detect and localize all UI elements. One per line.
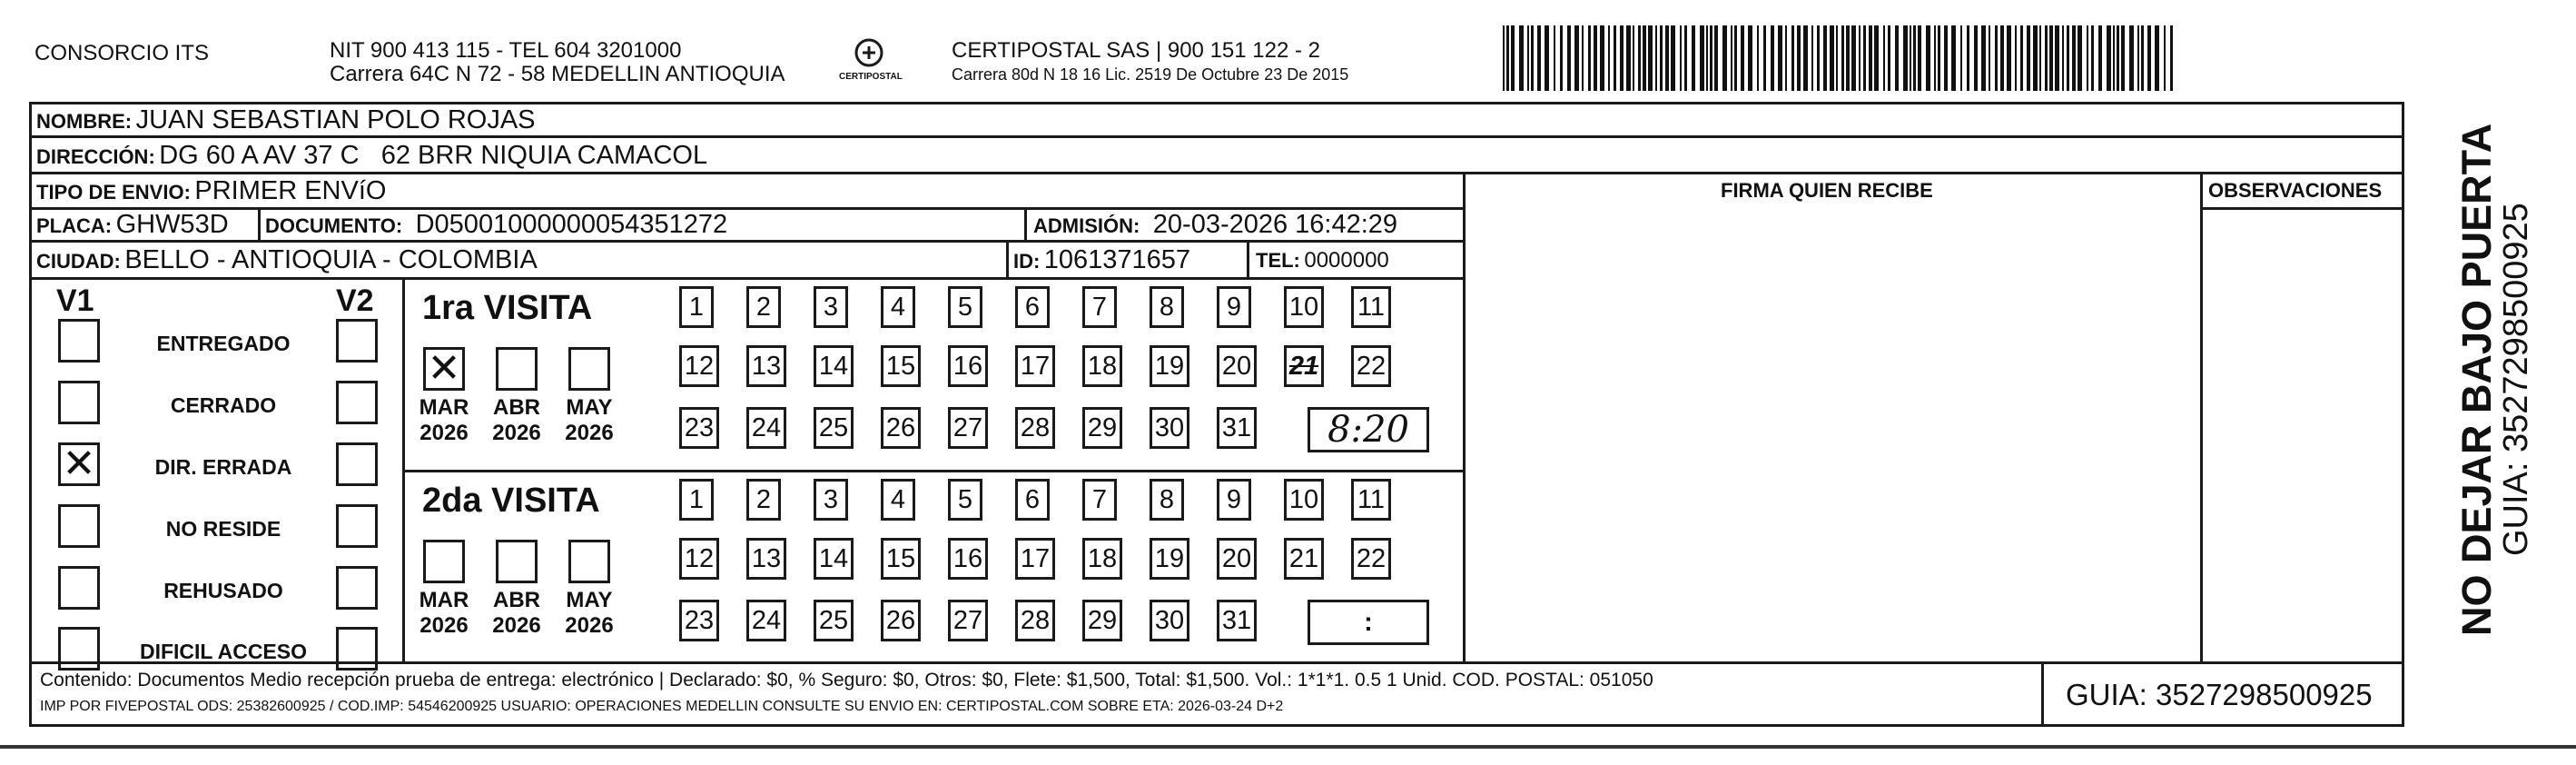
firma-header: FIRMA QUIEN RECIBE bbox=[1721, 179, 1933, 202]
day-box[interactable] bbox=[746, 345, 786, 387]
day-box[interactable] bbox=[948, 407, 988, 449]
month-checkbox[interactable] bbox=[423, 540, 465, 583]
day-number: 4 bbox=[890, 484, 906, 514]
admision-cell bbox=[1033, 212, 1397, 238]
v1-checkbox[interactable] bbox=[58, 319, 100, 363]
v1-checkbox[interactable] bbox=[58, 381, 100, 424]
day-box[interactable] bbox=[814, 286, 848, 328]
day-number: 2 bbox=[755, 484, 772, 514]
v2-checkbox[interactable] bbox=[336, 566, 378, 610]
day-box[interactable] bbox=[746, 538, 786, 580]
nit-line: NIT 900 413 115 - TEL 604 3201000 bbox=[330, 38, 682, 63]
day-number: 30 bbox=[1154, 605, 1185, 635]
day-box[interactable] bbox=[881, 345, 921, 387]
status-option-label: REHUSADO bbox=[163, 579, 283, 602]
documento-label: DOCUMENTO: bbox=[265, 214, 403, 237]
tipo-envio-label: TIPO DE ENVIO: bbox=[36, 181, 191, 204]
v2-header: V2 bbox=[336, 283, 374, 318]
side-guia: GUIA: 3527298500925 bbox=[2497, 203, 2535, 556]
v1-checkbox[interactable] bbox=[58, 627, 100, 671]
admision-value: 20-03-2026 16:42:29 bbox=[1152, 210, 1398, 239]
day-number: 19 bbox=[1154, 543, 1185, 573]
tel-value: 0000000 bbox=[1304, 248, 1389, 273]
v2-checkbox[interactable] bbox=[336, 319, 378, 363]
day-number: 2 bbox=[755, 292, 772, 322]
certipostal-line: CERTIPOSTAL SAS | 900 151 122 - 2 bbox=[952, 38, 1320, 63]
day-box[interactable] bbox=[679, 479, 714, 521]
day-box[interactable] bbox=[1284, 538, 1324, 580]
day-number: 12 bbox=[684, 351, 715, 381]
day-number: 26 bbox=[885, 605, 916, 635]
id-label: ID: bbox=[1013, 250, 1041, 273]
company-address: Carrera 64C N 72 - 58 MEDELLIN ANTIOQUIA bbox=[330, 62, 785, 86]
day-box[interactable] bbox=[881, 407, 921, 449]
day-number: 28 bbox=[1020, 412, 1051, 442]
day-number: 27 bbox=[952, 605, 983, 635]
month-label bbox=[562, 395, 617, 445]
day-number: 11 bbox=[1357, 292, 1386, 322]
month-label bbox=[562, 588, 617, 638]
month-name: MAY bbox=[566, 588, 613, 612]
day-number: 21 bbox=[1288, 543, 1319, 573]
day-number: 16 bbox=[952, 543, 983, 573]
direccion-label: DIRECCIÓN: bbox=[36, 145, 155, 168]
direccion-value: DG 60 A AV 37 C 62 BRR NIQUIA CAMACOL bbox=[159, 141, 708, 170]
day-number: 14 bbox=[818, 543, 849, 573]
day-box[interactable] bbox=[1351, 345, 1391, 387]
admision-label: ADMISIÓN: bbox=[1033, 214, 1140, 237]
ciudad-cell bbox=[36, 247, 538, 273]
month-year: 2026 bbox=[565, 612, 614, 638]
month-name: MAR bbox=[419, 395, 469, 420]
day-number: 11 bbox=[1357, 484, 1386, 514]
day-box[interactable] bbox=[746, 407, 786, 449]
day-number: 5 bbox=[957, 484, 973, 514]
day-number: 10 bbox=[1288, 292, 1319, 322]
month-label bbox=[489, 588, 544, 638]
day-box[interactable] bbox=[1284, 286, 1324, 328]
day-box[interactable] bbox=[1150, 407, 1189, 449]
day-box[interactable] bbox=[814, 345, 854, 387]
second-visit-title: 2da VISITA bbox=[422, 482, 600, 520]
status-option-label: DIFICIL ACCESO bbox=[139, 640, 307, 663]
day-box[interactable] bbox=[1150, 286, 1184, 328]
day-box[interactable] bbox=[1351, 538, 1391, 580]
documento-cell bbox=[265, 212, 727, 238]
month-label bbox=[417, 395, 471, 445]
day-number: 8 bbox=[1159, 292, 1175, 322]
check-mark: ✕ bbox=[427, 345, 461, 392]
tipo-envio-value: PRIMER ENVíO bbox=[194, 176, 387, 205]
month-name: ABR bbox=[493, 588, 540, 612]
day-number: 22 bbox=[1356, 543, 1387, 573]
first-visit-title: 1ra VISITA bbox=[422, 289, 593, 327]
day-number: 29 bbox=[1087, 605, 1118, 635]
month-checkbox[interactable] bbox=[568, 540, 610, 583]
day-number: 13 bbox=[751, 351, 782, 381]
day-number: 4 bbox=[890, 292, 906, 322]
day-number: 15 bbox=[885, 351, 916, 381]
id-value: 1061371657 bbox=[1043, 245, 1191, 274]
placa-cell bbox=[36, 212, 229, 238]
placa-label: PLACA: bbox=[36, 214, 113, 237]
day-box[interactable] bbox=[1015, 345, 1055, 387]
status-option-label: NO RESIDE bbox=[165, 517, 281, 541]
month-name: ABR bbox=[493, 395, 540, 420]
day-box[interactable] bbox=[881, 479, 915, 521]
footer-guia: GUIA: 3527298500925 bbox=[2066, 678, 2373, 711]
day-box[interactable] bbox=[814, 479, 848, 521]
day-number: 3 bbox=[823, 292, 839, 322]
day-box[interactable] bbox=[1015, 286, 1050, 328]
day-box[interactable] bbox=[948, 286, 982, 328]
day-box[interactable] bbox=[746, 286, 781, 328]
time-box[interactable] bbox=[1308, 600, 1429, 645]
direccion-row bbox=[36, 143, 707, 169]
day-box[interactable] bbox=[814, 600, 854, 641]
company-name: CONSORCIO ITS bbox=[35, 41, 210, 65]
month-checkbox[interactable] bbox=[423, 347, 465, 391]
day-number: 24 bbox=[751, 605, 782, 635]
month-year: 2026 bbox=[419, 612, 469, 638]
day-box[interactable] bbox=[679, 345, 719, 387]
day-number: 16 bbox=[952, 351, 983, 381]
day-box[interactable] bbox=[1150, 345, 1189, 387]
month-year: 2026 bbox=[565, 420, 614, 445]
day-number: 28 bbox=[1020, 605, 1051, 635]
v2-checkbox[interactable] bbox=[336, 504, 378, 548]
day-number: 13 bbox=[751, 543, 782, 573]
month-label bbox=[417, 588, 471, 638]
tel-cell bbox=[1256, 250, 1389, 272]
day-number: 10 bbox=[1288, 484, 1319, 514]
nombre-label: NOMBRE: bbox=[36, 110, 133, 133]
day-box[interactable] bbox=[948, 538, 988, 580]
day-number: 19 bbox=[1154, 351, 1185, 381]
day-box[interactable] bbox=[948, 479, 982, 521]
day-box[interactable] bbox=[1351, 286, 1391, 328]
month-checkbox[interactable] bbox=[568, 347, 610, 391]
month-year: 2026 bbox=[492, 420, 541, 445]
month-checkbox[interactable] bbox=[496, 540, 538, 583]
day-number: 25 bbox=[818, 412, 849, 442]
observaciones-header: OBSERVACIONES bbox=[2208, 179, 2383, 202]
day-number: 17 bbox=[1020, 351, 1051, 381]
tel-label: TEL: bbox=[1256, 249, 1300, 272]
v2-checkbox[interactable] bbox=[336, 442, 378, 486]
scan-edge bbox=[0, 745, 2576, 749]
certipostal-logo-text: CERTIPOSTAL bbox=[839, 72, 903, 82]
day-number: 3 bbox=[823, 484, 839, 514]
day-box[interactable] bbox=[1082, 479, 1117, 521]
placa-value: GHW53D bbox=[115, 210, 229, 239]
day-box[interactable] bbox=[1217, 345, 1257, 387]
day-number: 6 bbox=[1024, 484, 1041, 514]
day-number: 17 bbox=[1020, 543, 1051, 573]
day-box[interactable] bbox=[881, 600, 921, 641]
day-box[interactable] bbox=[1015, 479, 1050, 521]
nombre-value: JUAN SEBASTIAN POLO ROJAS bbox=[135, 105, 536, 134]
day-number: 21 bbox=[1288, 351, 1319, 381]
day-number: 6 bbox=[1024, 292, 1041, 322]
day-box[interactable] bbox=[1284, 479, 1324, 521]
day-number: 30 bbox=[1154, 412, 1185, 442]
documento-value: D05001000000054351272 bbox=[415, 210, 728, 239]
day-number: 29 bbox=[1087, 412, 1118, 442]
day-box[interactable] bbox=[679, 538, 719, 580]
day-number: 1 bbox=[688, 484, 705, 514]
day-box[interactable] bbox=[814, 538, 854, 580]
month-year: 2026 bbox=[419, 420, 469, 445]
month-year: 2026 bbox=[492, 612, 541, 638]
day-number: 31 bbox=[1221, 412, 1252, 442]
nombre-row bbox=[36, 107, 536, 134]
day-number: 15 bbox=[885, 543, 916, 573]
day-box[interactable] bbox=[679, 407, 719, 449]
day-box[interactable] bbox=[1217, 538, 1257, 580]
day-box[interactable] bbox=[1150, 600, 1189, 641]
day-box[interactable] bbox=[948, 600, 988, 641]
day-number: 22 bbox=[1356, 351, 1387, 381]
check-mark: ✕ bbox=[62, 441, 96, 487]
day-box[interactable] bbox=[1015, 407, 1055, 449]
day-number: 24 bbox=[751, 412, 782, 442]
day-box[interactable] bbox=[1150, 479, 1184, 521]
day-number: 14 bbox=[818, 351, 849, 381]
month-label bbox=[489, 395, 544, 445]
month-name: MAR bbox=[419, 588, 469, 612]
day-number: 23 bbox=[684, 605, 715, 635]
day-box[interactable] bbox=[1082, 600, 1122, 641]
barcode-icon bbox=[1503, 25, 2179, 91]
day-box[interactable] bbox=[881, 286, 915, 328]
day-box[interactable] bbox=[1015, 538, 1055, 580]
tipo-envio-row bbox=[36, 178, 386, 204]
day-number: 1 bbox=[688, 292, 705, 322]
day-box[interactable] bbox=[746, 600, 786, 641]
status-option-label: CERRADO bbox=[170, 393, 277, 417]
certipostal-logo-icon bbox=[837, 36, 901, 87]
day-box[interactable] bbox=[814, 407, 854, 449]
v1-checkbox[interactable] bbox=[58, 504, 100, 548]
day-number: 26 bbox=[885, 412, 916, 442]
v2-checkbox[interactable] bbox=[336, 381, 378, 424]
day-box[interactable] bbox=[1217, 407, 1257, 449]
day-number: 9 bbox=[1226, 292, 1242, 322]
day-number: 18 bbox=[1087, 543, 1118, 573]
day-box[interactable] bbox=[1082, 345, 1122, 387]
day-box[interactable] bbox=[1082, 286, 1117, 328]
day-number: 18 bbox=[1087, 351, 1118, 381]
id-cell bbox=[1013, 247, 1190, 273]
day-box[interactable] bbox=[746, 479, 781, 521]
day-box[interactable] bbox=[1015, 600, 1055, 641]
day-box[interactable] bbox=[1150, 538, 1189, 580]
imp-line: IMP POR FIVEPOSTAL ODS: 25382600925 / COD.IMP: 54546200925 USUARIO: OPERACIONES MEDELLIN CONSULTE SU ENVIO EN: CERTIPOSTAL.COM SOBRE ETA: 2026-03-24 D+2 bbox=[40, 699, 1284, 714]
day-box[interactable] bbox=[679, 600, 719, 641]
day-number: 27 bbox=[952, 412, 983, 442]
day-box[interactable] bbox=[1217, 286, 1251, 328]
month-checkbox[interactable] bbox=[496, 347, 538, 391]
ciudad-value: BELLO - ANTIOQUIA - COLOMBIA bbox=[124, 245, 538, 274]
v1-header: V1 bbox=[56, 283, 94, 318]
day-box[interactable] bbox=[1351, 479, 1391, 521]
day-box[interactable] bbox=[881, 538, 921, 580]
day-box[interactable] bbox=[679, 286, 714, 328]
certipostal-address: Carrera 80d N 18 16 Lic. 2519 De Octubre 23 De 2015 bbox=[952, 65, 1349, 84]
handwritten-time: 8:20 bbox=[1327, 409, 1409, 451]
v1-checkbox[interactable] bbox=[58, 566, 100, 610]
day-number: 31 bbox=[1221, 605, 1252, 635]
day-box[interactable] bbox=[1082, 538, 1122, 580]
contenido-line: Contenido: Documentos Medio recepción prueba de entrega: electrónico | Declarado: $0, % Seguro: $0, Otros: $0, Flete: $1,500, Total: $1,500. Vol.: 1*1*1. 0.5 1 Unid. COD. POSTAL: 051050 bbox=[40, 670, 1653, 690]
day-box[interactable] bbox=[1217, 479, 1251, 521]
day-box[interactable] bbox=[1082, 407, 1122, 449]
day-box[interactable] bbox=[1284, 345, 1324, 387]
side-warning: NO DEJAR BAJO PUERTA bbox=[2453, 123, 2500, 636]
ciudad-label: CIUDAD: bbox=[36, 250, 121, 273]
status-option-label: DIR. ERRADA bbox=[154, 455, 292, 479]
day-number: 12 bbox=[684, 543, 715, 573]
day-number: 25 bbox=[818, 605, 849, 635]
day-box[interactable] bbox=[1217, 600, 1257, 641]
v2-checkbox[interactable] bbox=[336, 627, 378, 671]
month-name: MAY bbox=[566, 395, 613, 420]
day-box[interactable] bbox=[948, 345, 988, 387]
v1-checkbox[interactable] bbox=[58, 442, 100, 486]
time-box[interactable] bbox=[1308, 407, 1429, 452]
day-number: 5 bbox=[957, 292, 973, 322]
day-number: 8 bbox=[1159, 484, 1175, 514]
day-number: 20 bbox=[1221, 543, 1252, 573]
status-option-label: ENTREGADO bbox=[156, 332, 291, 355]
day-number: 23 bbox=[684, 412, 715, 442]
time-placeholder: : bbox=[1364, 607, 1373, 637]
day-number: 9 bbox=[1226, 484, 1242, 514]
day-number: 7 bbox=[1091, 292, 1108, 322]
day-number: 7 bbox=[1091, 484, 1108, 514]
day-number: 20 bbox=[1221, 351, 1252, 381]
